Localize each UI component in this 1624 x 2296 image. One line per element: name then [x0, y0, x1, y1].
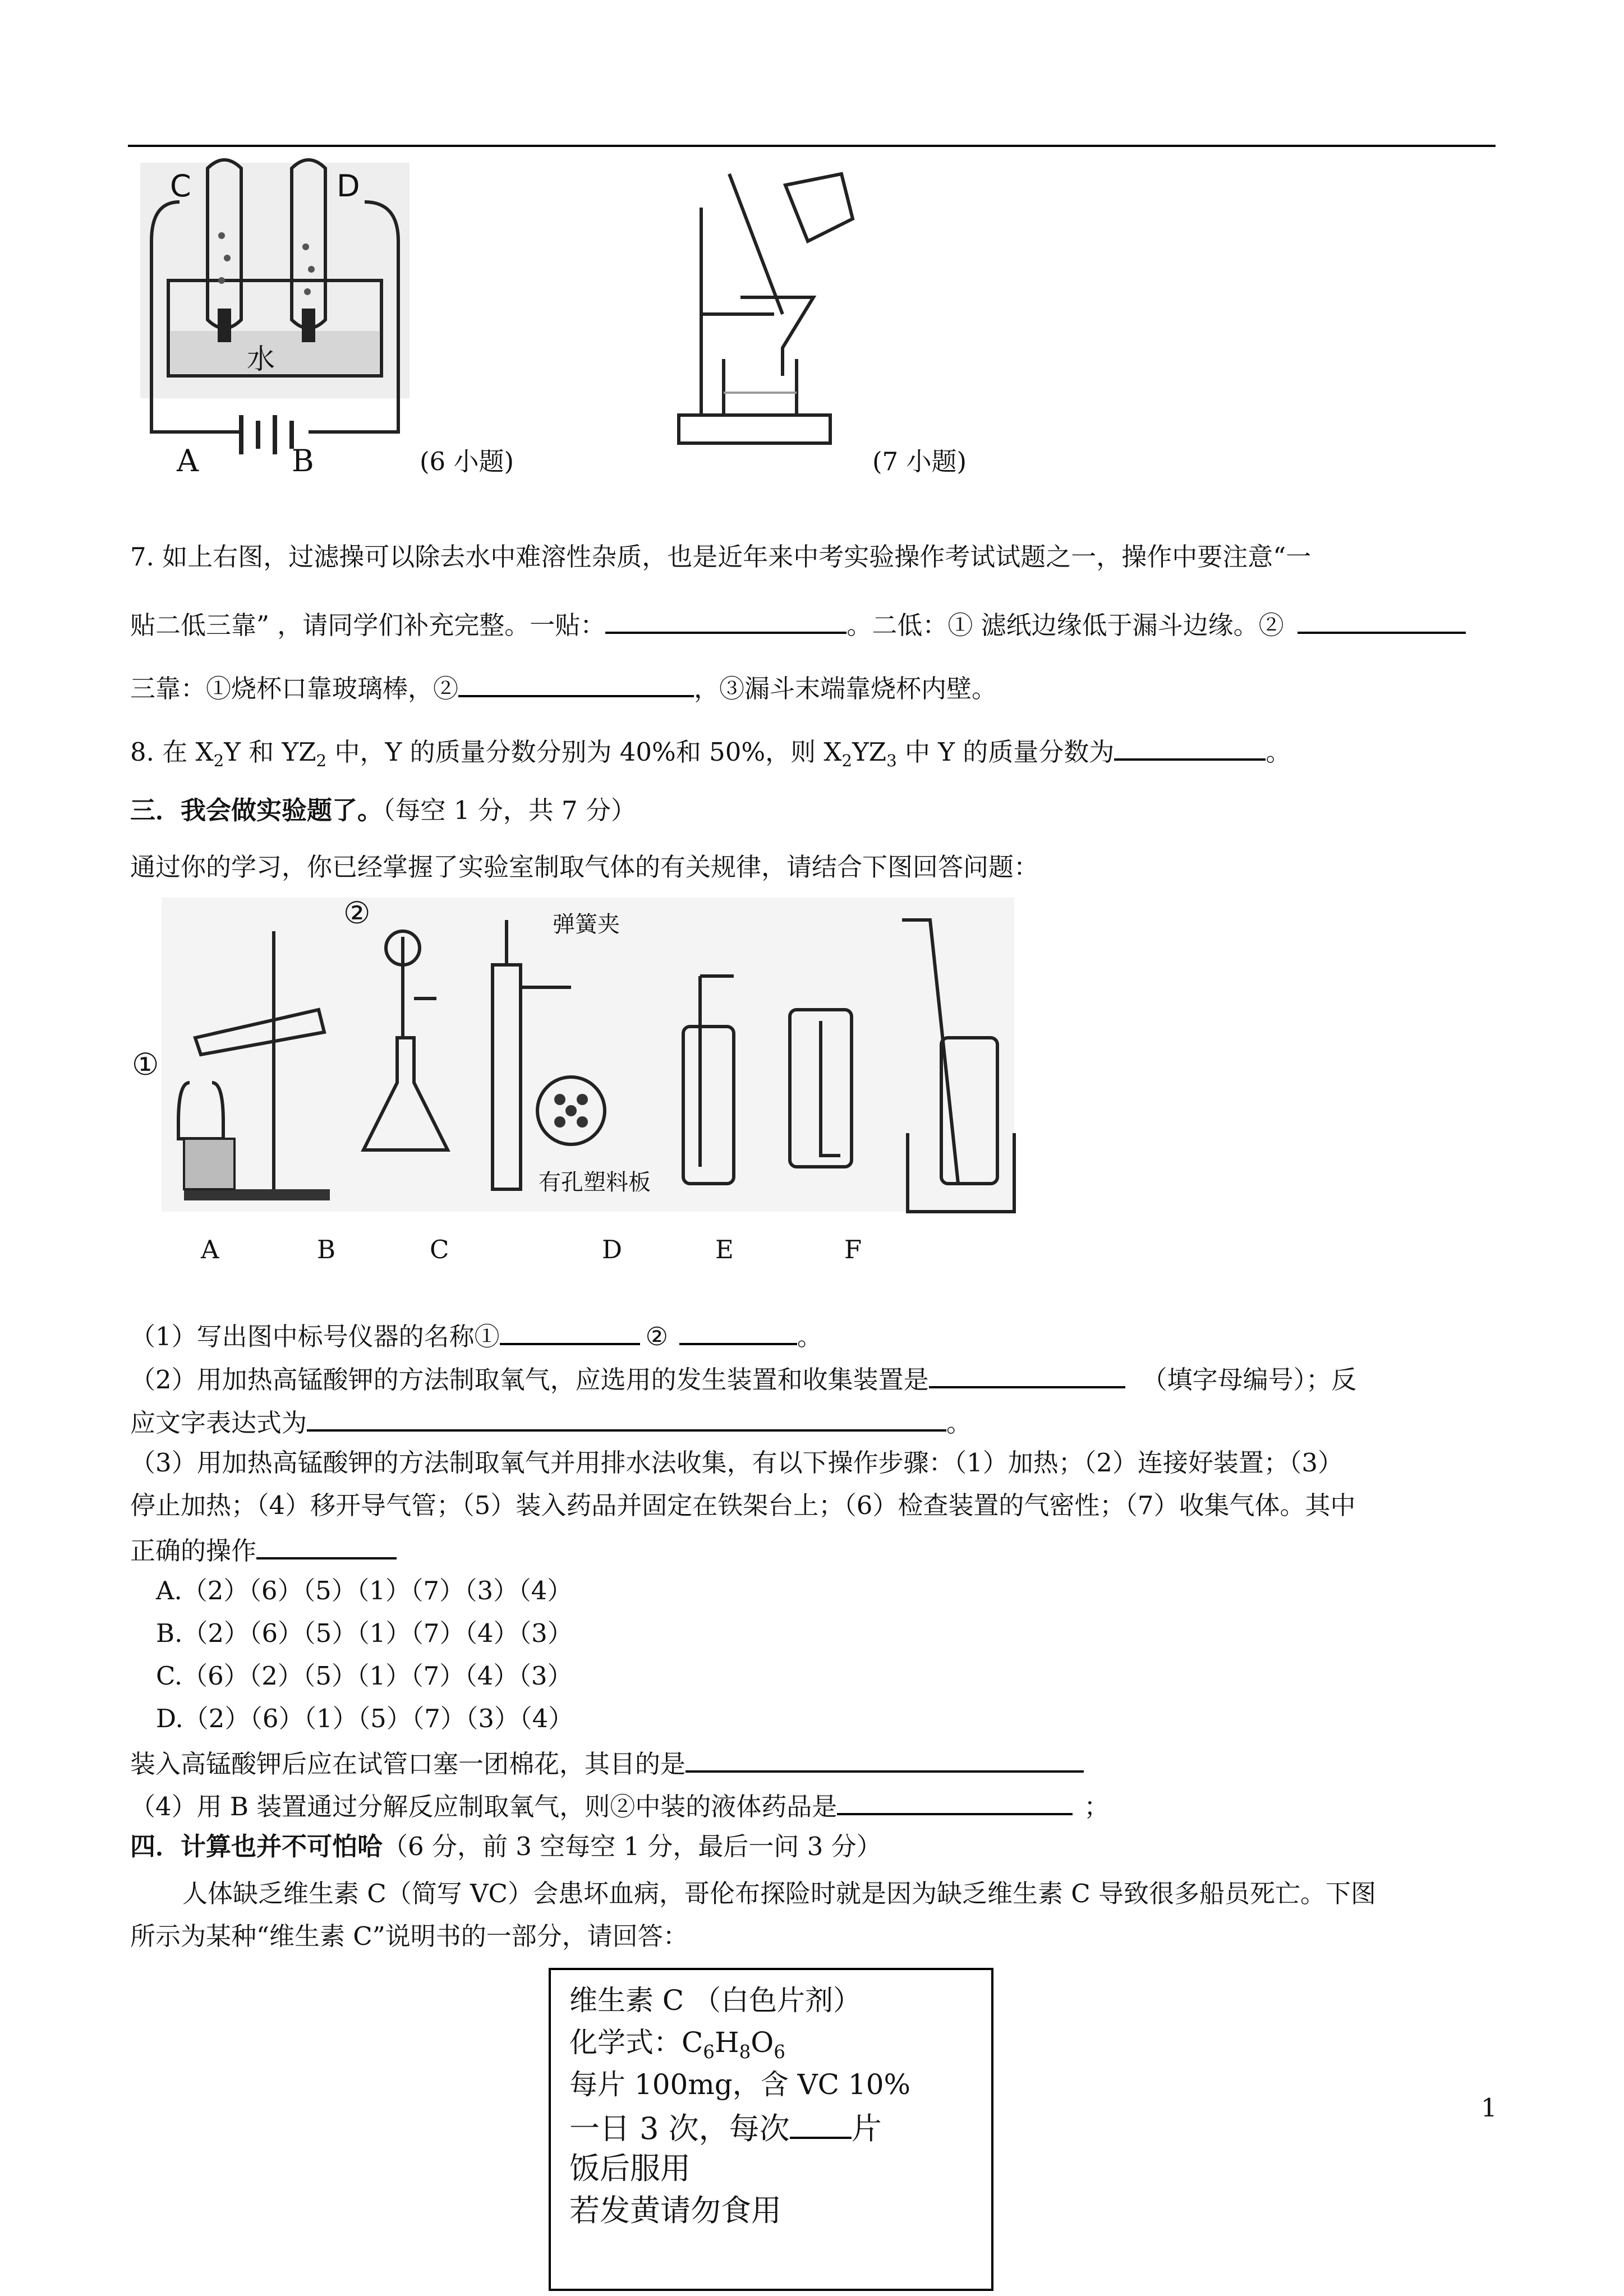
section4-para-line2: 所示为某种“维生素 C”说明书的一部分，请回答： — [130, 1921, 688, 1951]
water-label: 水 — [247, 343, 275, 375]
label-line-frequency: 一日 3 次，每次 片 — [569, 2106, 882, 2149]
answer-blank-word-equation[interactable] — [307, 1405, 946, 1432]
tube-c-label: C — [170, 168, 191, 204]
apparatus-label-f: F — [844, 1235, 862, 1264]
q7-line3: 三靠：①烧杯口靠玻璃棒，② ，③漏斗末端靠烧杯内壁。 — [130, 670, 997, 705]
apparatus-label-a: A — [201, 1235, 219, 1264]
tube-d-label: D — [337, 168, 360, 204]
page-number: 1 — [1481, 2093, 1497, 2123]
answer-blank-instrument-1[interactable] — [500, 1318, 640, 1345]
option-d: D.（2）（6）（1）（5）（7）（3）（4） — [156, 1704, 574, 1733]
q7-line1: 7. 如上右图，过滤操可以除去水中难溶性杂质，也是近年来中考实验操作考试试题之一，操作中要注意“一 — [130, 542, 1312, 572]
answer-blank-two-low[interactable] — [1298, 607, 1466, 634]
header-rule — [128, 145, 1496, 147]
label-line-after-meal: 饭后服用 — [569, 2151, 691, 2186]
fig7-caption: (7 小题) — [872, 447, 967, 476]
answer-blank-apparatus-choice[interactable] — [929, 1361, 1125, 1388]
filtration-figure — [662, 163, 909, 460]
answer-blank-three-lean[interactable] — [458, 670, 694, 697]
section3-heading: 三．我会做实验题了。（每空 1 分，共 7 分） — [130, 795, 636, 825]
q-sub3-line2: 停止加热；（4）移开导气管；（5）装入药品并固定在铁架台上；（6）检查装置的气密性；（7）收集气体。其中 — [130, 1490, 1356, 1520]
answer-blank-one-tie[interactable] — [605, 607, 846, 634]
q-sub3-cotton: 装入高锰酸钾后应在试管口塞一团棉花，其目的是 — [130, 1746, 1084, 1780]
apparatus-label-d: D — [602, 1235, 623, 1264]
answer-blank-tablets[interactable] — [790, 2106, 852, 2139]
q7-line2: 贴二低三靠” ，请同学们补充完整。一贴： 。二低：① 滤纸边缘低于漏斗边缘。② — [130, 607, 1466, 641]
q-sub3-line3: 正确的操作 — [130, 1533, 397, 1567]
spring-clip-label: 弹簧夹 — [553, 912, 620, 937]
label-line-warning: 若发黄请勿食用 — [569, 2193, 781, 2228]
perforated-plate-label: 有孔塑料板 — [539, 1170, 651, 1195]
option-b: B.（2）（6）（5）（1）（7）（4）（3） — [156, 1618, 573, 1648]
mark-1: ① — [132, 1047, 159, 1082]
q-sub4: （4）用 B 装置通过分解反应制取氧气，则②中装的液体药品是 ； — [130, 1788, 1109, 1823]
apparatus-label-e: E — [715, 1235, 734, 1264]
section3-intro: 通过你的学习，你已经掌握了实验室制取气体的有关规律，请结合下图回答问题： — [130, 852, 1039, 882]
pole-a-label: A — [177, 443, 199, 478]
answer-blank-mass-fraction[interactable] — [1114, 734, 1266, 761]
q-sub2-line1: （2）用加热高锰酸钾的方法制取氧气，应选用的发生装置和收集装置是 （填字母编号）；反 — [130, 1361, 1356, 1396]
answer-blank-instrument-2[interactable] — [679, 1318, 797, 1345]
fig6-caption: (6 小题) — [420, 447, 514, 476]
option-a: A.（2）（6）（5）（1）（7）（3）（4） — [156, 1576, 573, 1605]
answer-blank-cotton-purpose[interactable] — [686, 1746, 1084, 1773]
q-sub3-line1: （3）用加热高锰酸钾的方法制取氧气并用排水法收集，有以下操作步骤：（1）加热；（2）连接好装置；（3） — [130, 1448, 1344, 1478]
answer-blank-operation-order[interactable] — [256, 1533, 397, 1559]
answer-blank-liquid-reagent[interactable] — [837, 1788, 1073, 1815]
label-line-formula: 化学式：$C_6H_8O_6$ — [569, 2026, 785, 2063]
q-sub1: （1）写出图中标号仪器的名称① ② 。 — [130, 1318, 822, 1352]
mark-2: ② — [343, 895, 371, 931]
label-line-name: 维生素 C （白色片剂） — [569, 1984, 862, 2017]
section4-para-line1: 人体缺乏维生素 C（简写 VC）会患坏血病，哥伦布探险时就是因为缺乏维生素 C 导致很多船员死亡。下图 — [182, 1879, 1377, 1908]
q-sub2-line2: 应文字表达式为 。 — [130, 1405, 972, 1439]
section4-heading: 四．计算也并不可怕哈（6 分，前 3 空每空 1 分，最后一问 3 分） — [130, 1832, 882, 1861]
apparatus-label-c: C — [430, 1235, 449, 1264]
label-line-dose: 每片 100mg，含 VC 10% — [569, 2068, 911, 2101]
option-c: C.（6）（2）（5）（1）（7）（4）（3） — [156, 1661, 573, 1691]
apparatus-label-b: B — [317, 1235, 336, 1264]
pole-b-label: B — [292, 443, 314, 478]
q8-line: 8. 在 $X_2Y$ 和 $YZ_2$ 中，Y 的质量分数分别为 40%和 50%，则 $X_2YZ_3$ 中 Y 的质量分数为 。 — [130, 734, 1291, 776]
